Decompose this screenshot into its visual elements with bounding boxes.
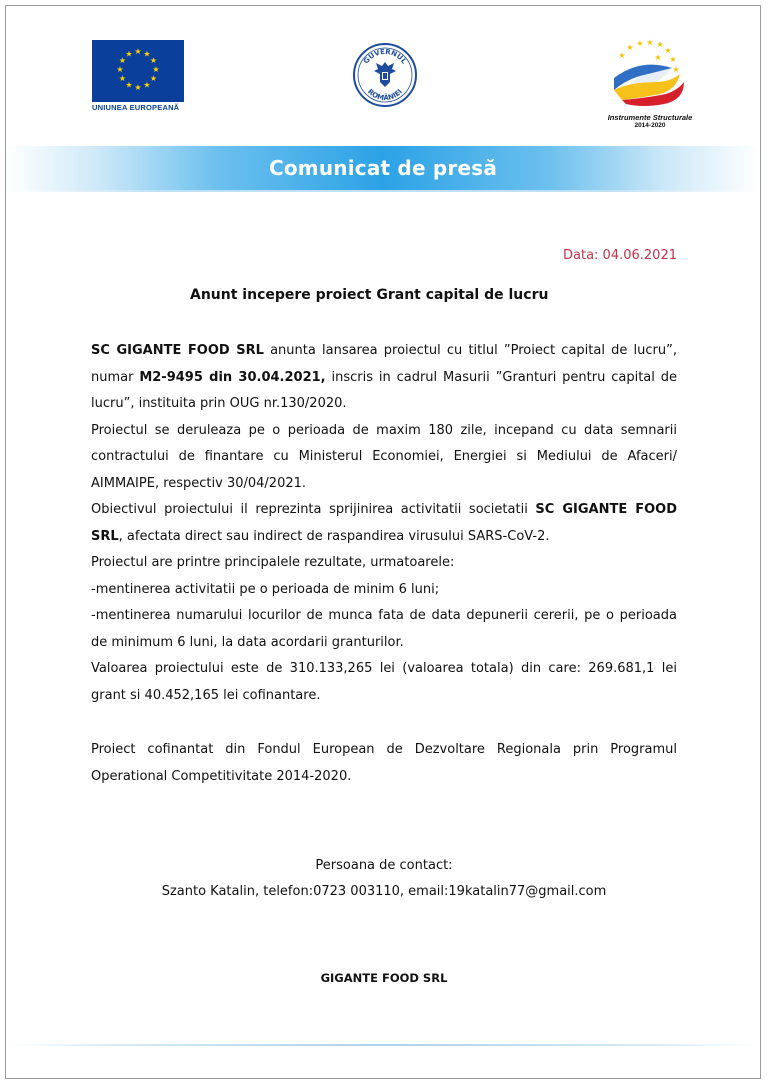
svg-text:★: ★: [134, 83, 142, 92]
caption-line-2: 2014-2020: [634, 122, 666, 129]
svg-text:★: ★: [118, 56, 127, 65]
paragraph-3: [91, 497, 677, 550]
banner-title: Comunicat de presă: [268, 156, 498, 180]
svg-text:★: ★: [143, 80, 151, 90]
contact-label: Persoana de contact:: [315, 858, 453, 873]
svg-text:★: ★: [118, 74, 127, 83]
paragraph-4: Proiectul are printre principalele rezultate, urmatoarele:: [91, 555, 455, 570]
svg-text:★: ★: [152, 65, 160, 74]
subject-heading: Anunt incepere proiect Grant capital de lucru: [190, 287, 549, 303]
svg-text:★: ★: [143, 49, 151, 59]
svg-text:★: ★: [664, 46, 672, 55]
svg-text:★: ★: [125, 80, 133, 90]
project-value: Valoarea proiectului este de 310.133,265 lei (valoarea totala) din care: 269.681,1 lei grant si 40.452,165 lei cofinantare.: [91, 661, 677, 703]
svg-text:★: ★: [125, 49, 133, 59]
funding-note: Proiect cofinantat din Fondul European de Dezvoltare Regionala prin Programul Operational Competitivitate 2014-2020.: [91, 742, 677, 784]
footer-divider: [6, 1044, 760, 1046]
svg-text:★: ★: [134, 47, 142, 56]
paragraph-1-text-b: inscris in cadrul Masurii ”Granturi pentru capital de lucru”, instituita prin OUG nr.130/2020.: [91, 369, 677, 411]
contract-number: M2-9495 din 30.04.2021,: [139, 369, 326, 385]
company-name: SC GIGANTE FOOD SRL: [91, 343, 264, 358]
body-text: [91, 338, 677, 709]
result-item-2: -mentinerea numarului locurilor de munca fata de data depunerii cererii, pe o perioada de minimum 6 luni, la data acordarii granturilor.: [91, 608, 677, 650]
eu-logo: [92, 40, 186, 114]
svg-text:★: ★: [654, 53, 662, 62]
press-release-banner: [6, 146, 760, 190]
paragraph-3-text-a: Obiectivul proiectului il reprezinta sprijinirea activitatii societatii: [91, 502, 536, 517]
structural-instruments-caption: [600, 113, 700, 129]
svg-text:★: ★: [116, 65, 124, 74]
release-date: Data: 04.06.2021: [563, 248, 677, 263]
result-item-1: -mentinerea activitatii pe o perioada de minim 6 luni;: [91, 581, 440, 597]
svg-text:★: ★: [149, 74, 158, 83]
eu-caption: UNIUNEA EUROPEANĂ: [92, 103, 180, 112]
company-signature: GIGANTE FOOD SRL: [320, 971, 448, 985]
paragraph-1: [91, 338, 677, 418]
paragraph-2: Proiectul se deruleaza pe o perioada de maxim 180 zile, incepand cu data semnarii contractului de finantare cu Ministerul Economiei, Energiei si Mediului de Afaceri/ AIMMAIPE, respectiv 30/04/2021.: [91, 422, 677, 491]
svg-text:★: ★: [626, 43, 634, 52]
svg-text:★: ★: [636, 39, 644, 48]
seal-text-top: GUVERNUL: [362, 47, 408, 66]
caption-line-1: Instrumente Structurale: [607, 113, 693, 122]
svg-text:★: ★: [618, 51, 626, 60]
svg-text:★: ★: [149, 56, 158, 65]
paragraph-1-text-a: anunta lansarea proiectul cu titlul ”Proiect capital de lucru”, numar: [91, 343, 677, 385]
seal-text-bottom: ROMÂNIEI: [366, 87, 405, 103]
svg-text:★: ★: [669, 55, 677, 64]
eu-flag-icon: [92, 40, 184, 102]
banner-divider: [6, 190, 760, 192]
svg-text:★: ★: [646, 38, 654, 47]
structural-instruments-logo: [600, 38, 710, 128]
company-name: SC GIGANTE FOOD SRL: [91, 502, 677, 544]
government-seal-icon: [352, 42, 418, 108]
svg-text:★: ★: [672, 65, 680, 74]
svg-text:★: ★: [656, 40, 664, 49]
contact-details: Szanto Katalin, telefon:0723 003110, email:19katalin77@gmail.com: [161, 884, 607, 899]
paragraph-3-text-b: , afectata direct sau indirect de raspandirea virusului SARS-CoV-2.: [118, 528, 550, 544]
structural-instruments-icon: [600, 38, 700, 112]
